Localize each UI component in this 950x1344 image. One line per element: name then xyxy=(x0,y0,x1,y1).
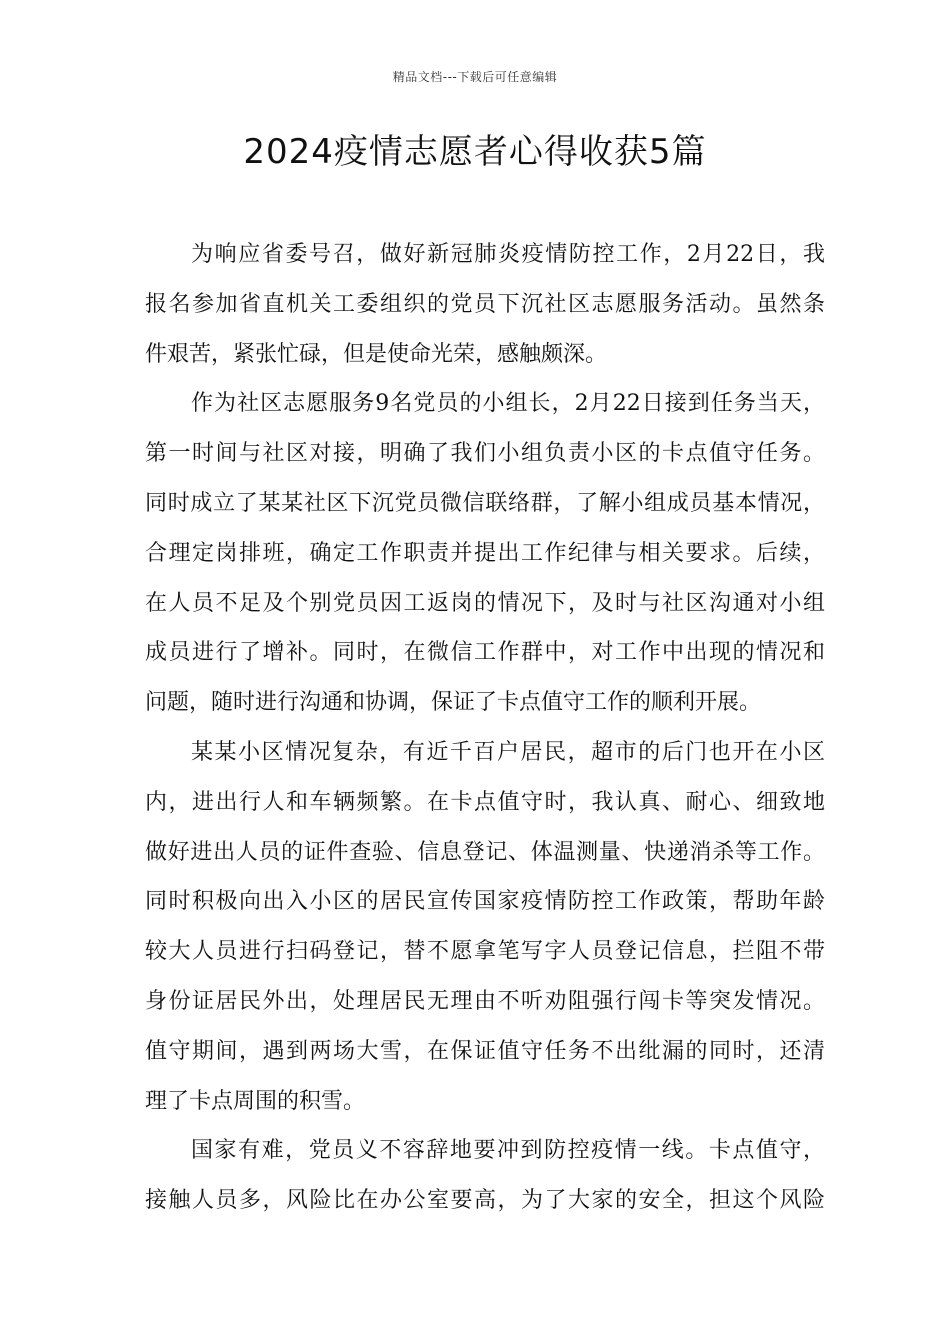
text-line: 合理定岗排班，确定工作职责并提出工作纪律与相关要求。后续， xyxy=(145,540,825,566)
text-line: 作为社区志愿服务9名党员的小组长，2月22日接到任务当天， xyxy=(191,391,825,417)
text-line: 报名参加省直机关工委组织的党员下沉社区志愿服务活动。虽然条 xyxy=(145,291,825,317)
text-line: 做好进出人员的证件查验、信息登记、体温测量、快递消杀等工作。 xyxy=(145,839,825,865)
header-note: 精品文档---下载后可任意编辑 xyxy=(392,70,558,84)
text-line: 身份证居民外出，处理居民无理由不听劝阻强行闯卡等突发情况。 xyxy=(145,988,825,1014)
text-line: 件艰苦，紧张忙碌，但是使命光荣，感触颇深。 xyxy=(145,341,608,367)
text-line: 第一时间与社区对接，明确了我们小组负责小区的卡点值守任务。 xyxy=(145,441,825,467)
text-line: 为响应省委号召，做好新冠肺炎疫情防控工作，2月22日，我 xyxy=(191,242,825,267)
text-line: 接触人员多，风险比在办公室要高，为了大家的安全，担这个风险 xyxy=(145,1188,825,1214)
text-line: 同时成立了某某社区下沉党员微信联络群，了解小组成员基本情况， xyxy=(145,490,825,516)
text-line: 较大人员进行扫码登记，替不愿拿笔写字人员登记信息，拦阻不带 xyxy=(145,939,825,965)
text-line: 问题，随时进行沟通和协调，保证了卡点值守工作的顺利开展。 xyxy=(145,690,762,716)
text-line: 在人员不足及个别党员因工返岗的情况下，及时与社区沟通对小组 xyxy=(145,590,825,616)
text-line: 内，进出行人和车辆频繁。在卡点值守时，我认真、耐心、细致地 xyxy=(145,789,825,815)
text-line: 某某小区情况复杂，有近千百户居民，超市的后门也开在小区 xyxy=(191,739,825,765)
text-line: 同时积极向出入小区的居民宣传国家疫情防控工作政策，帮助年龄 xyxy=(145,889,825,915)
text-line: 国家有难，党员义不容辞地要冲到防控疫情一线。卡点值守， xyxy=(191,1138,825,1164)
document-title: 2024疫情志愿者心得收获5篇 xyxy=(243,132,707,172)
text-line: 理了卡点周围的积雪。 xyxy=(145,1088,366,1114)
text-line: 值守期间，遇到两场大雪，在保证值守任务不出纰漏的同时，还清 xyxy=(145,1038,825,1064)
text-line: 成员进行了增补。同时，在微信工作群中，对工作中出现的情况和 xyxy=(145,640,825,666)
document-body xyxy=(145,230,825,1226)
